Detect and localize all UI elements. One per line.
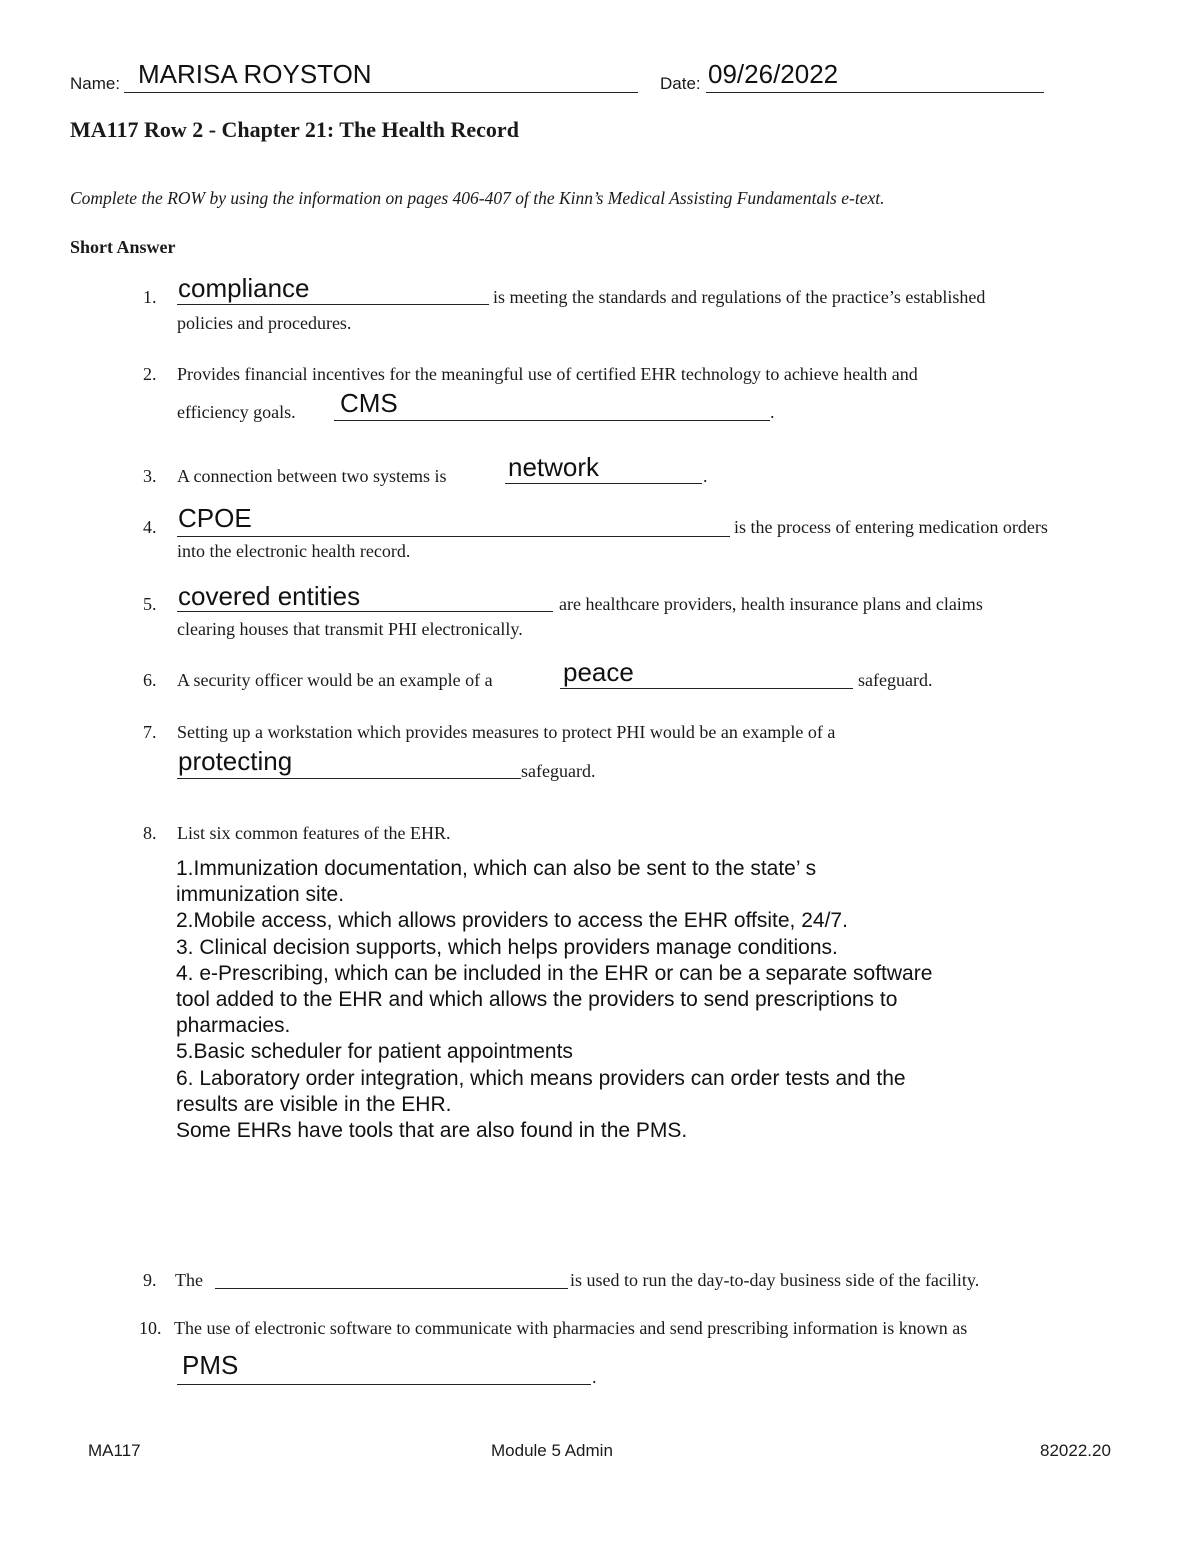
question-8-answer[interactable] — [176, 856, 932, 1144]
question-3-answer[interactable]: network — [508, 452, 600, 482]
question-7-blank — [177, 778, 521, 779]
question-9-text: The — [175, 1270, 203, 1290]
name-value[interactable]: MARISA ROYSTON — [138, 59, 372, 89]
question-8-text: List six common features of the EHR. — [177, 823, 451, 843]
question-10-text: The use of electronic software to communicate with pharmacies and send prescribing information is known as — [174, 1318, 968, 1338]
question-5-text-line2: clearing houses that transmit PHI electronically. — [177, 619, 523, 639]
footer-module: Module 5 Admin — [491, 1441, 613, 1460]
footer-course: MA117 — [88, 1441, 141, 1460]
question-4-blank — [177, 536, 730, 537]
answer-line: pharmacies. — [176, 1014, 291, 1038]
question-8-number: 8. — [143, 823, 157, 843]
name-underline — [124, 92, 638, 93]
question-1-blank — [177, 304, 489, 305]
date-value[interactable]: 09/26/2022 — [708, 59, 839, 89]
answer-line: 2.Mobile access, which allows providers to access the EHR offsite, 24/7. — [176, 909, 848, 933]
question-9-number: 9. — [143, 1270, 157, 1290]
question-9-text-after: is used to run the day-to-day business side of the facility. — [570, 1270, 980, 1290]
question-1-number: 1. — [143, 287, 157, 307]
answer-line: 6. Laboratory order integration, which means providers can order tests and the — [176, 1066, 906, 1090]
page-title: MA117 Row 2 - Chapter 21: The Health Record — [70, 117, 519, 142]
date-label: Date: — [660, 74, 701, 93]
question-6-text-after: safeguard. — [858, 670, 933, 690]
question-6-blank — [560, 688, 853, 689]
answer-line: 4. e-Prescribing, which can be included in the EHR or can be a separate software — [176, 961, 933, 985]
question-1-text-line2: policies and procedures. — [177, 313, 352, 333]
question-2-text-line2: efficiency goals. — [177, 402, 296, 422]
name-label: Name: — [70, 74, 121, 93]
answer-line: immunization site. — [176, 883, 345, 907]
answer-line: tool added to the EHR and which allows the providers to send prescriptions to — [176, 988, 898, 1012]
question-2-number: 2. — [143, 364, 157, 384]
instructions: Complete the ROW by using the information on pages 406-407 of the Kinn’s Medical Assisting Fundamentals e-text. — [70, 188, 885, 208]
question-5-blank — [177, 611, 553, 612]
answer-line: 3. Clinical decision supports, which helps providers manage conditions. — [176, 935, 838, 959]
answer-line: results are visible in the EHR. — [176, 1092, 452, 1116]
question-6-number: 6. — [143, 670, 157, 690]
question-3-blank — [505, 483, 702, 484]
question-10-period: . — [592, 1367, 597, 1387]
footer-code: 82022.20 — [1040, 1441, 1111, 1460]
question-2-answer[interactable]: CMS — [340, 388, 398, 418]
question-4-answer[interactable]: CPOE — [178, 503, 252, 533]
question-5-text: are healthcare providers, health insurance plans and claims — [559, 594, 983, 614]
question-6-text: A security officer would be an example of a — [177, 670, 493, 690]
question-10-blank — [177, 1384, 591, 1385]
section-heading: Short Answer — [70, 237, 176, 257]
question-7-number: 7. — [143, 722, 157, 742]
question-3-text: A connection between two systems is — [177, 466, 447, 486]
question-2-blank — [334, 420, 770, 421]
question-6-answer[interactable]: peace — [563, 657, 634, 687]
question-1-text: is meeting the standards and regulations of the practice’s established — [493, 287, 986, 307]
question-10-answer[interactable]: PMS — [182, 1350, 239, 1380]
question-2-period: . — [770, 402, 775, 422]
answer-line: Some EHRs have tools that are also found in the PMS. — [176, 1119, 688, 1143]
question-7-text: Setting up a workstation which provides measures to protect PHI would be an example of a — [177, 722, 836, 742]
question-3-number: 3. — [143, 466, 157, 486]
answer-line: 1.Immunization documentation, which can also be sent to the state’ s — [176, 857, 817, 880]
question-4-number: 4. — [143, 517, 157, 537]
question-4-text-line2: into the electronic health record. — [177, 541, 411, 561]
question-3-period: . — [703, 466, 708, 486]
question-4-text: is the process of entering medication orders — [734, 517, 1048, 537]
question-9-blank[interactable] — [215, 1288, 568, 1289]
question-7-answer[interactable]: protecting — [178, 746, 293, 776]
question-2-text: Provides financial incentives for the meaningful use of certified EHR technology to achieve health and — [177, 364, 918, 384]
question-10-number: 10. — [139, 1318, 162, 1338]
question-5-number: 5. — [143, 594, 157, 614]
question-5-answer[interactable]: covered entities — [178, 581, 361, 611]
date-underline — [706, 92, 1044, 93]
question-1-answer[interactable]: compliance — [178, 273, 310, 303]
answer-line: 5.Basic scheduler for patient appointments — [176, 1040, 573, 1064]
question-7-text-after: safeguard. — [521, 761, 596, 781]
